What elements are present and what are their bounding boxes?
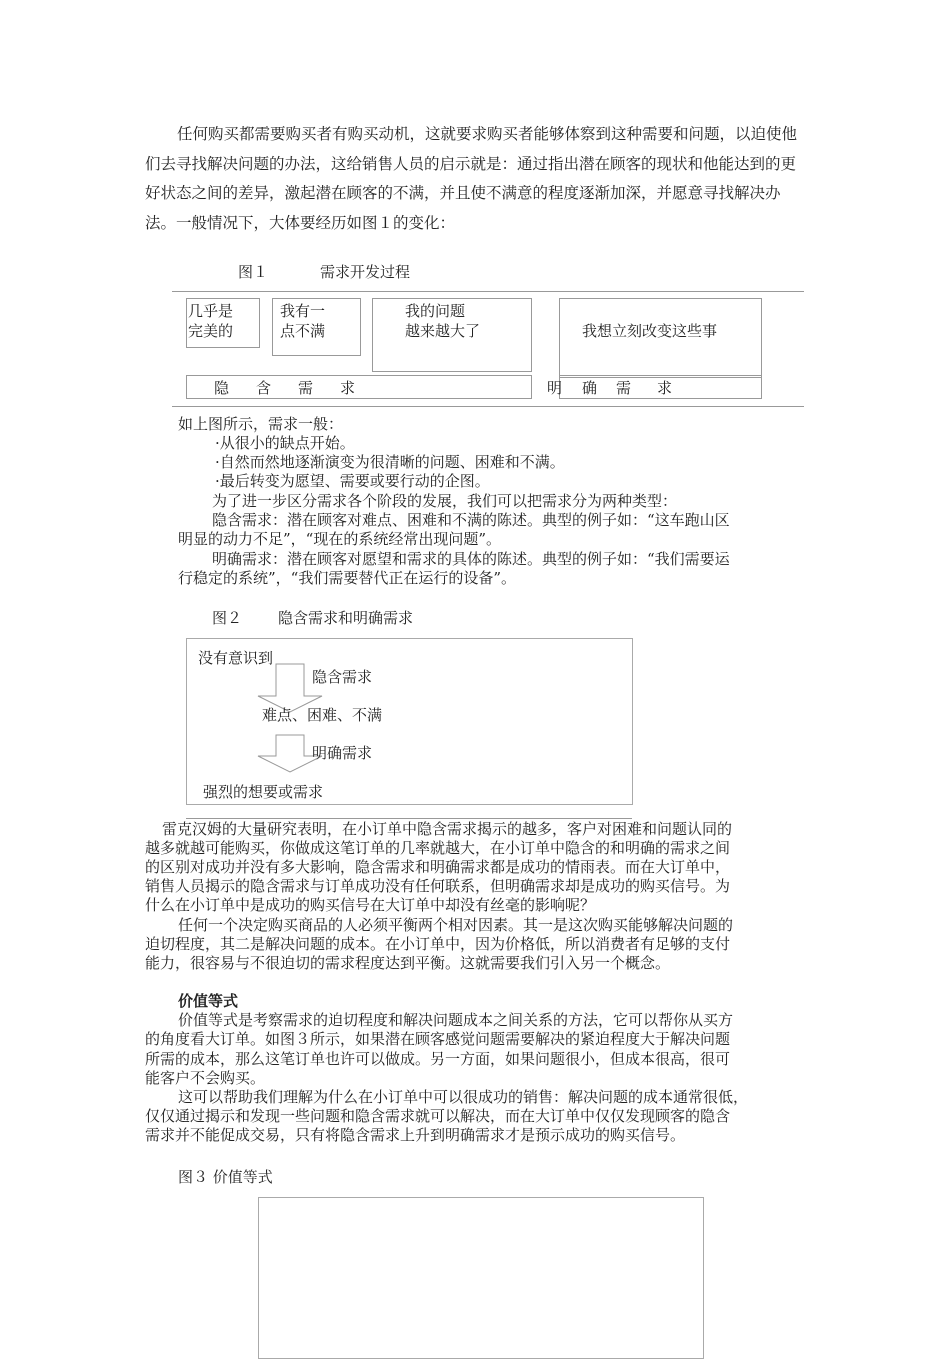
fig1-top-rule xyxy=(172,291,804,292)
needs-intro: 如上图所示，需求一般： xyxy=(178,415,344,433)
implicit-def-b: 明显的动力不足”，“现在的系统经常出现问题”。 xyxy=(178,530,502,548)
fig2-explicit-label: 明确需求 xyxy=(312,744,373,762)
rackham-line-3: 的区别对成功并没有多大影响，隐含需求和明确需求都是成功的情雨表。而在大订单中， xyxy=(145,858,731,876)
fig1-explicit-char2: 确 xyxy=(582,379,598,397)
value-line-2: 的角度看大订单。如图３所示，如果潜在顾客感觉问题需要解决的紧迫程度大于解决问题 xyxy=(145,1030,731,1048)
needs-bullet-2: ·自然而然地逐渐演变为很清晰的问题、困难和不满。 xyxy=(215,453,565,471)
fig1-box-bigger-line2: 越来越大了 xyxy=(405,322,481,340)
rackham-line-1: 雷克汉姆的大量研究表明，在小订单中隐含需求揭示的越多，客户对困难和问题认同的 xyxy=(162,820,733,838)
small-order-line-3: 需求并不能促成交易，只有将隐含需求上升到明确需求才是预示成功的购买信号。 xyxy=(145,1126,686,1144)
fig2-title: 隐含需求和明确需求 xyxy=(278,609,414,627)
implicit-def-a: 隐含需求：潜在顾客对难点、困难和不满的陈述。典型的例子如：“这车跑山区 xyxy=(212,511,730,529)
fig1-box-perfect-line1: 几乎是 xyxy=(188,302,234,320)
intro-paragraph: 任何购买都需要购买者有购买动机，这就要求购买者能够体察到这种需要和问题，以迫使他们去寻找解决问题的办法，这给销售人员的启示就是：通过指出潜在顾客的现状和他能达到的更好状态之间的差异，激起潜在顾客的不满，并且使不满意的程度逐渐加深，并愿意寻找解决办法。一般情况下，大体要经历如图１的变化： xyxy=(145,125,798,232)
fig3-frame xyxy=(258,1197,704,1359)
needs-bullet-3: ·最后转变为愿望、需要或要行动的企图。 xyxy=(215,472,490,490)
fig1-explicit-char4: 求 xyxy=(657,379,673,397)
fig1-label: 图１ xyxy=(238,263,269,281)
explicit-def-b: 行稳定的系统”，“我们需要替代正在运行的设备”。 xyxy=(178,569,517,587)
fig1-bottom-rule xyxy=(172,406,804,407)
fig2-label: 图２ xyxy=(212,609,243,627)
fig3-caption: 图３ 价值等式 xyxy=(178,1168,273,1186)
fig1-box-dissatisfied-line2: 点不满 xyxy=(280,322,326,340)
fig1-explicit-char1: 明 xyxy=(547,379,563,397)
fig2-difficulties: 难点、困难、不满 xyxy=(262,706,383,724)
fig2-implicit-label: 隐含需求 xyxy=(312,668,373,686)
fig1-box-bigger-line1: 我的问题 xyxy=(405,302,466,320)
needs-bullet-1: ·从很小的缺点开始。 xyxy=(215,434,355,452)
fig1-box-perfect-line2: 完美的 xyxy=(188,322,234,340)
balance-line-1: 任何一个决定购买商品的人必须平衡两个相对因素。其一是这次购买能够解决问题的 xyxy=(178,916,734,934)
needs-types-line: 为了进一步区分需求各个阶段的发展，我们可以把需求分为两种类型： xyxy=(212,492,678,510)
fig2-strong-desire: 强烈的想要或需求 xyxy=(203,783,324,801)
balance-line-2: 迫切程度，其二是解决问题的成本。在小订单中，因为价格低，所以消费者有足够的支付 xyxy=(145,935,731,953)
small-order-line-2: 仅仅通过揭示和发现一些问题和隐含需求就可以解决，而在大订单中仅仅发现顾客的隐含 xyxy=(145,1107,731,1125)
value-line-3: 所需的成本，那么这笔订单也许可以做成。另一方面，如果问题很小，但成本很高，很可 xyxy=(145,1050,731,1068)
section-heading: 价值等式 xyxy=(178,992,239,1010)
fig2-bottom-rule xyxy=(186,818,632,819)
fig1-box-dissatisfied-line1: 我有一 xyxy=(280,302,326,320)
explicit-def-a: 明确需求：潜在顾客对愿望和需求的具体的陈述。典型的例子如：“我们需要运 xyxy=(212,550,730,568)
small-order-line-1: 这可以帮助我们理解为什么在小订单中可以很成功的销售：解决问题的成本通常很低， xyxy=(178,1088,749,1106)
rackham-line-5: 什么在小订单中是成功的购买信号在大订单中却没有丝毫的影响呢？ xyxy=(145,896,596,914)
rackham-line-2: 越多就越可能购买，你做成这笔订单的几率就越大，在小订单中隐含的和明确的需求之间 xyxy=(145,839,731,857)
rackham-line-4: 销售人员揭示的隐含需求与订单成功没有任何联系，但明确需求却是成功的购买信号。为 xyxy=(145,877,731,895)
value-line-1: 价值等式是考察需求的迫切程度和解决问题成本之间关系的方法，它可以帮你从买方 xyxy=(178,1011,734,1029)
fig2-unaware: 没有意识到 xyxy=(198,649,274,667)
fig1-box-change-text: 我想立刻改变这些事 xyxy=(582,322,718,340)
value-line-4: 能客户不会购买。 xyxy=(145,1069,266,1087)
fig1-implicit-label: 隐 含 需 求 xyxy=(214,379,362,397)
fig1-explicit-char3: 需 xyxy=(616,379,632,397)
fig1-title: 需求开发过程 xyxy=(320,263,411,281)
balance-line-3: 能力，很容易与不很迫切的需求程度达到平衡。这就需要我们引入另一个概念。 xyxy=(145,954,671,972)
